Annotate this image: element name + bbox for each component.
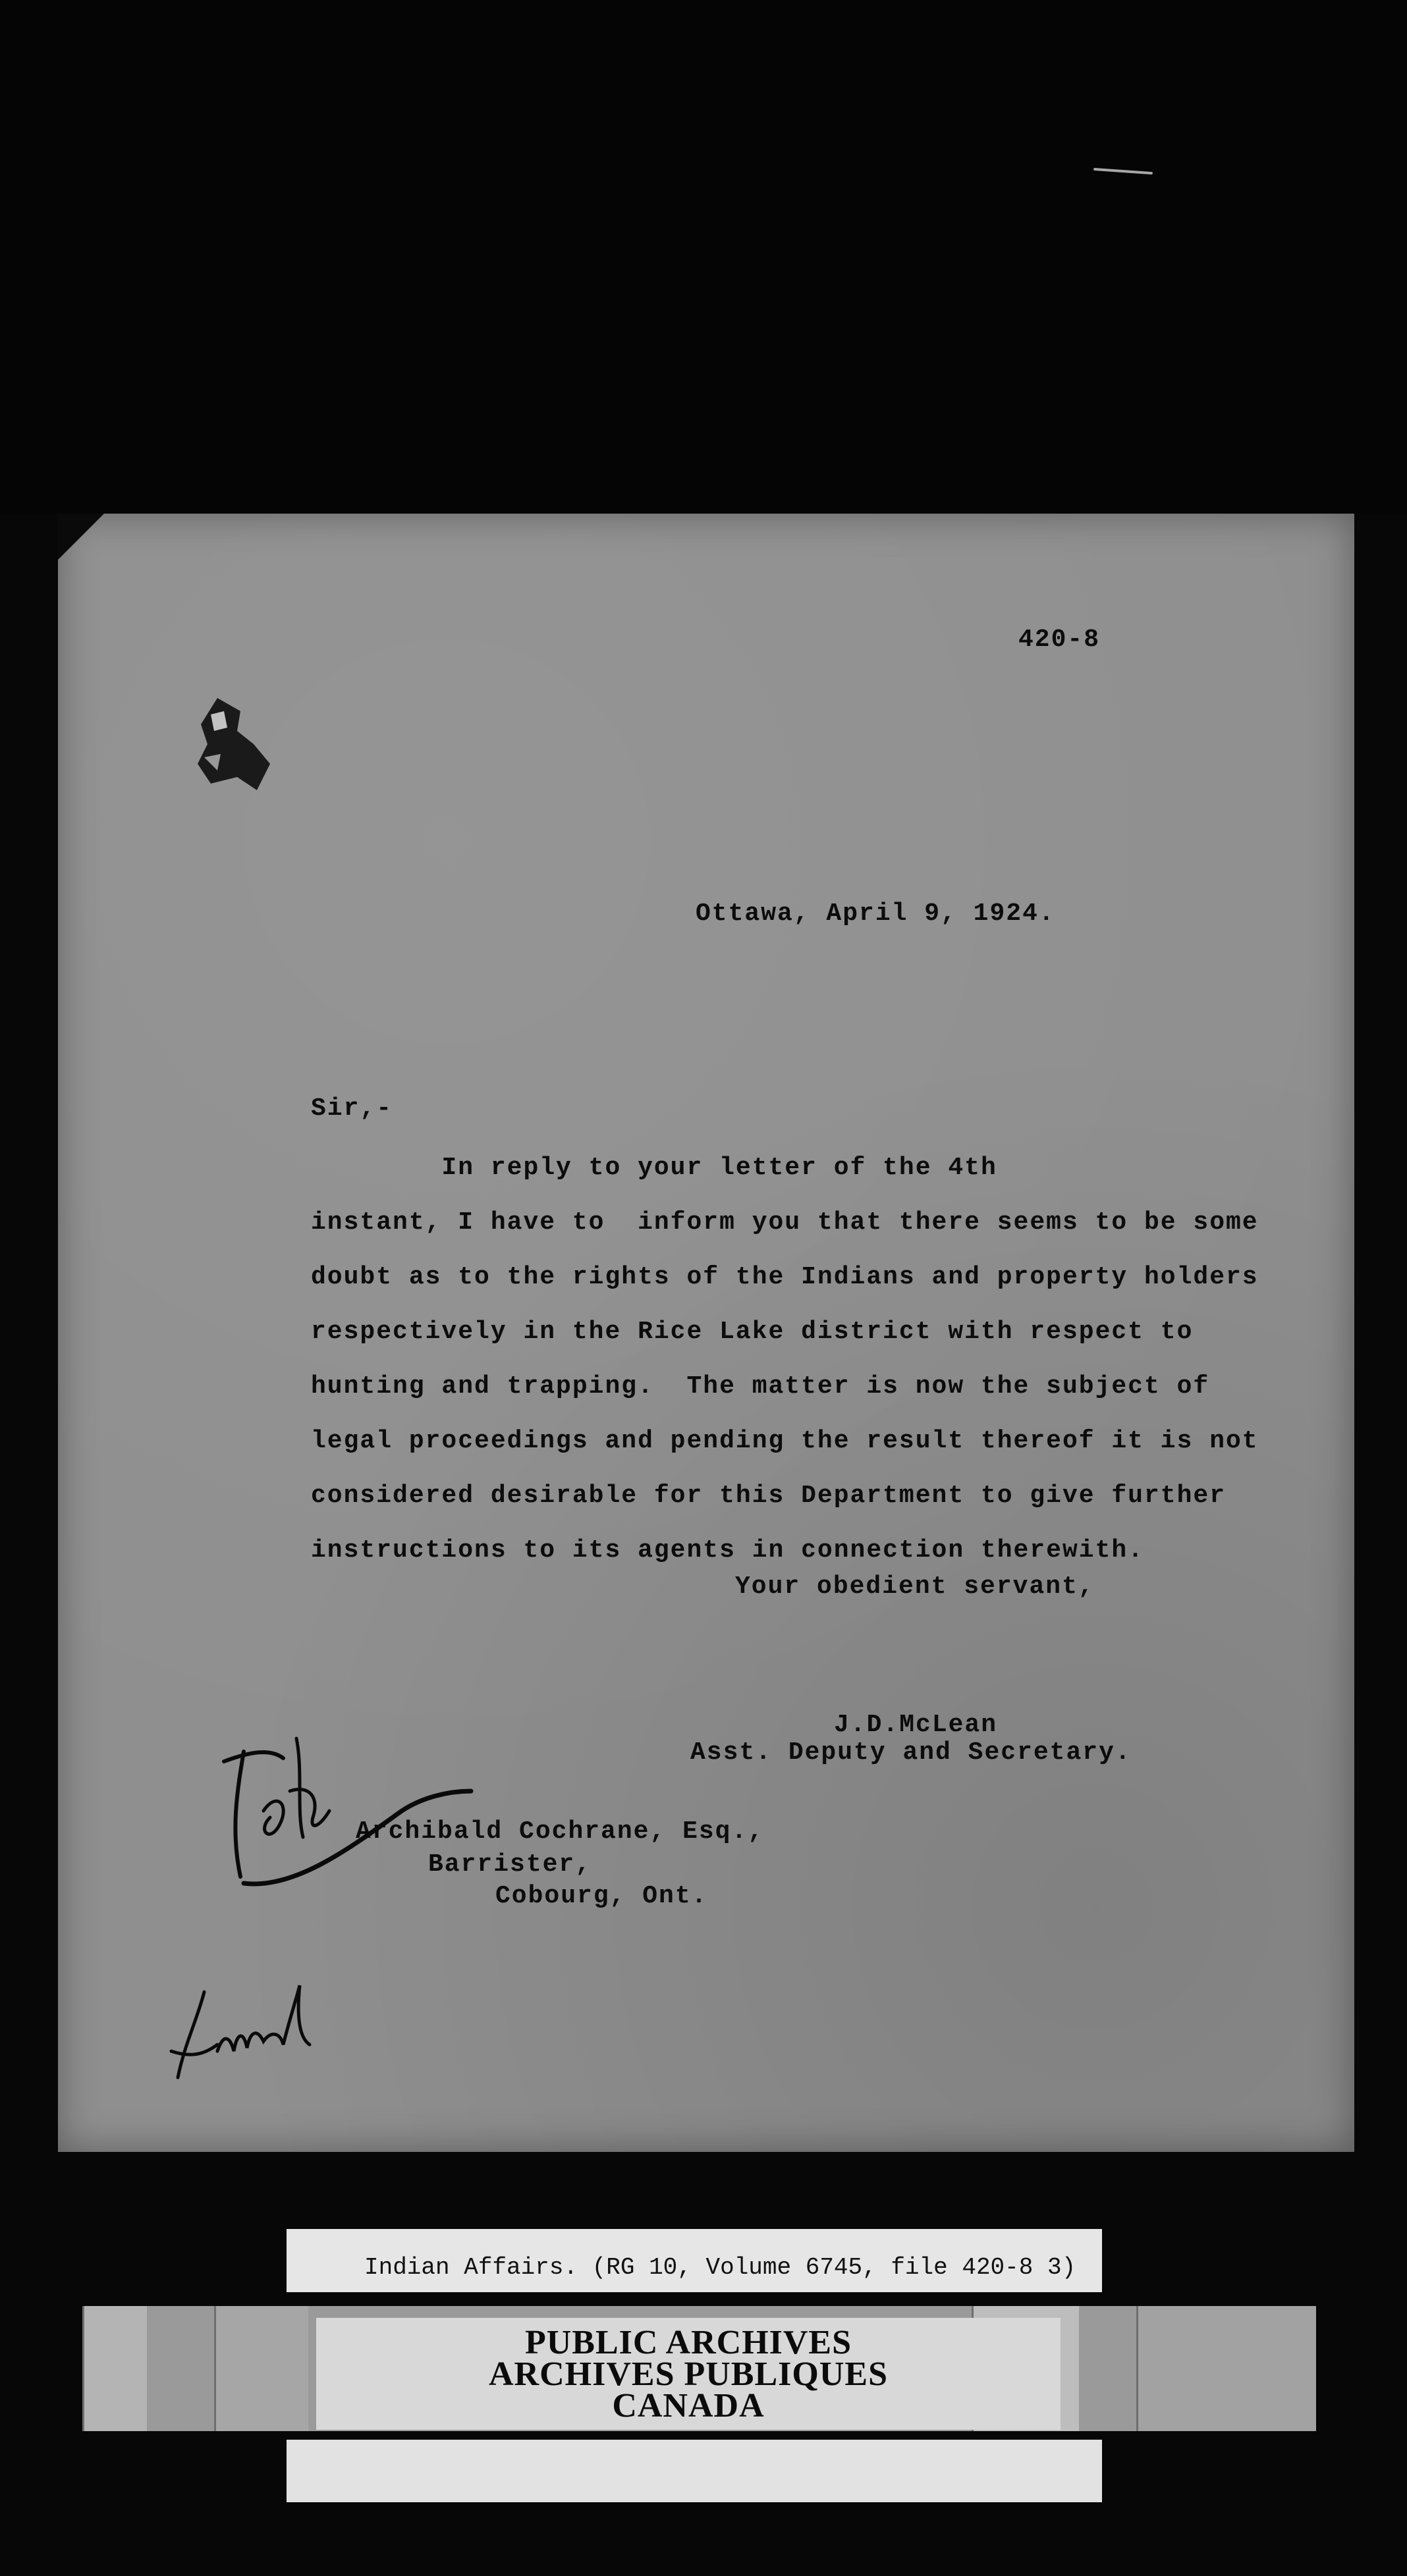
archive-stamp-line: PUBLIC ARCHIVES: [524, 2324, 852, 2361]
archive-citation: Indian Affairs. (RG 10, Volume 6745, file 420-8 3): [364, 2254, 1076, 2281]
handwritten-notation: [165, 1966, 323, 2097]
signature-name: J.D.McLean: [834, 1711, 998, 1739]
body-line: legal proceedings and pending the result thereof it is not: [311, 1427, 1259, 1455]
body-line: considered desirable for this Department to give further: [311, 1482, 1227, 1510]
punch-hole: [191, 691, 277, 790]
body-line: instructions to its agents in connection therewith.: [311, 1536, 1144, 1565]
page-torn-corner: [58, 514, 104, 560]
file-reference: 420-8: [1018, 626, 1101, 654]
recipient-name: Archibald Cochrane, Esq.,: [356, 1817, 765, 1846]
archive-stamp-line: ARCHIVES PUBLIQUES: [488, 2355, 889, 2393]
film-border-top: [0, 0, 1407, 514]
letter-date: Ottawa, April 9, 1924.: [696, 899, 1055, 928]
tape-segment: [82, 2306, 147, 2431]
handwritten-initials: [204, 1712, 481, 1910]
tape-segment: [214, 2306, 308, 2431]
archive-stamp-line: CANADA: [612, 2387, 765, 2425]
body-line: hunting and trapping. The matter is now the subject of: [311, 1372, 1210, 1401]
recipient-role: Barrister,: [428, 1850, 592, 1879]
recipient-place: Cobourg, Ont.: [495, 1882, 708, 1910]
archive-citation-label: [287, 2229, 1102, 2292]
body-line: respectively in the Rice Lake district with respect to: [311, 1318, 1194, 1346]
body-line: instant, I have to inform you that there seems to be some: [311, 1208, 1259, 1237]
body-line: doubt as to the rights of the Indians and property holders: [311, 1263, 1259, 1291]
letter-body: [311, 1140, 1299, 1578]
archive-bottom-label: [287, 2440, 1102, 2502]
salutation: Sir,-: [311, 1094, 393, 1123]
body-line: In reply to your letter of the 4th: [311, 1154, 997, 1182]
closing: Your obedient servant,: [735, 1572, 1095, 1601]
signature-title: Asst. Deputy and Secretary.: [690, 1738, 1132, 1767]
tape-segment: [1136, 2306, 1316, 2431]
